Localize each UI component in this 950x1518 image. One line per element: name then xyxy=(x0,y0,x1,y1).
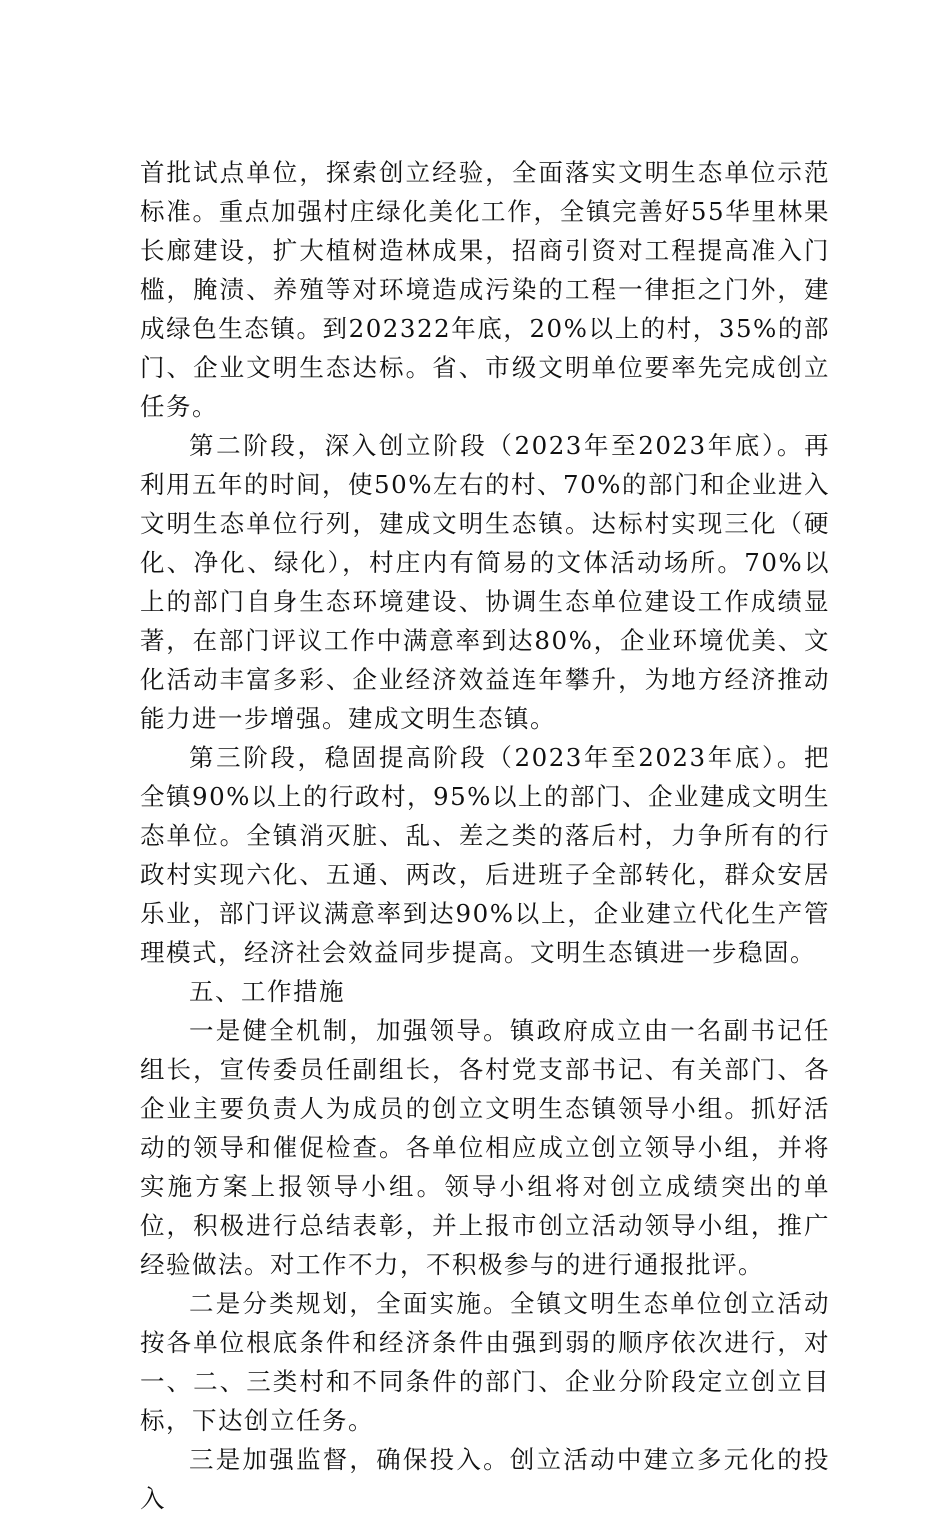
document-body xyxy=(140,153,830,1518)
paragraph-3: 第三阶段，稳固提高阶段（2023年至2023年底）。把全镇90%以上的行政村，95%以上的部门、企业建成文明生态单位。全镇消灭脏、乱、差之类的落后村，力争所有的行政村实现六化、五通、两改，后进班子全部转化，群众安居乐业，部门评议满意率到达90%以上，企业建立代化生产管理模式，经济社会效益同步提高。文明生态镇进一步稳固。 xyxy=(140,743,830,967)
section-heading-work-measures: 五、工作措施 xyxy=(189,977,345,1006)
paragraph-1: 首批试点单位，探索创立经验，全面落实文明生态单位示范标准。重点加强村庄绿化美化工作，全镇完善好55华里林果长廊建设，扩大植树造林成果，招商引资对工程提高准入门槛，腌渍、养殖等对环境造成污染的工程一律拒之门外，建成绿色生态镇。到202322年底，20%以上的村，35%的部门、企业文明生态达标。省、市级文明单位要率先完成创立任务。 xyxy=(140,158,830,421)
paragraph-7: 三是加强监督，确保投入。创立活动中建立多元化的投入 xyxy=(140,1445,830,1513)
paragraph-5: 一是健全机制，加强领导。镇政府成立由一名副书记任组长，宣传委员任副组长，各村党支部书记、有关部门、各企业主要负责人为成员的创立文明生态镇领导小组。抓好活动的领导和催促检查。各单位相应成立创立领导小组，并将实施方案上报领导小组。领导小组将对创立成绩突出的单位，积极进行总结表彰，并上报市创立活动领导小组，推广经验做法。对工作不力，不积极参与的进行通报批评。 xyxy=(140,1016,830,1279)
paragraph-6: 二是分类规划，全面实施。全镇文明生态单位创立活动按各单位根底条件和经济条件由强到弱的顺序依次进行，对一、二、三类村和不同条件的部门、企业分阶段定立创立目标，下达创立任务。 xyxy=(140,1289,830,1435)
paragraph-2: 第二阶段，深入创立阶段（2023年至2023年底）。再利用五年的时间，使50%左右的村、70%的部门和企业进入文明生态单位行列，建成文明生态镇。达标村实现三化（硬化、净化、绿化），村庄内有简易的文体活动场所。70%以上的部门自身生态环境建设、协调生态单位建设工作成绩显著，在部门评议工作中满意率到达80%，企业环境优美、文化活动丰富多彩、企业经济效益连年攀升，为地方经济推动能力进一步增强。建成文明生态镇。 xyxy=(140,431,830,733)
